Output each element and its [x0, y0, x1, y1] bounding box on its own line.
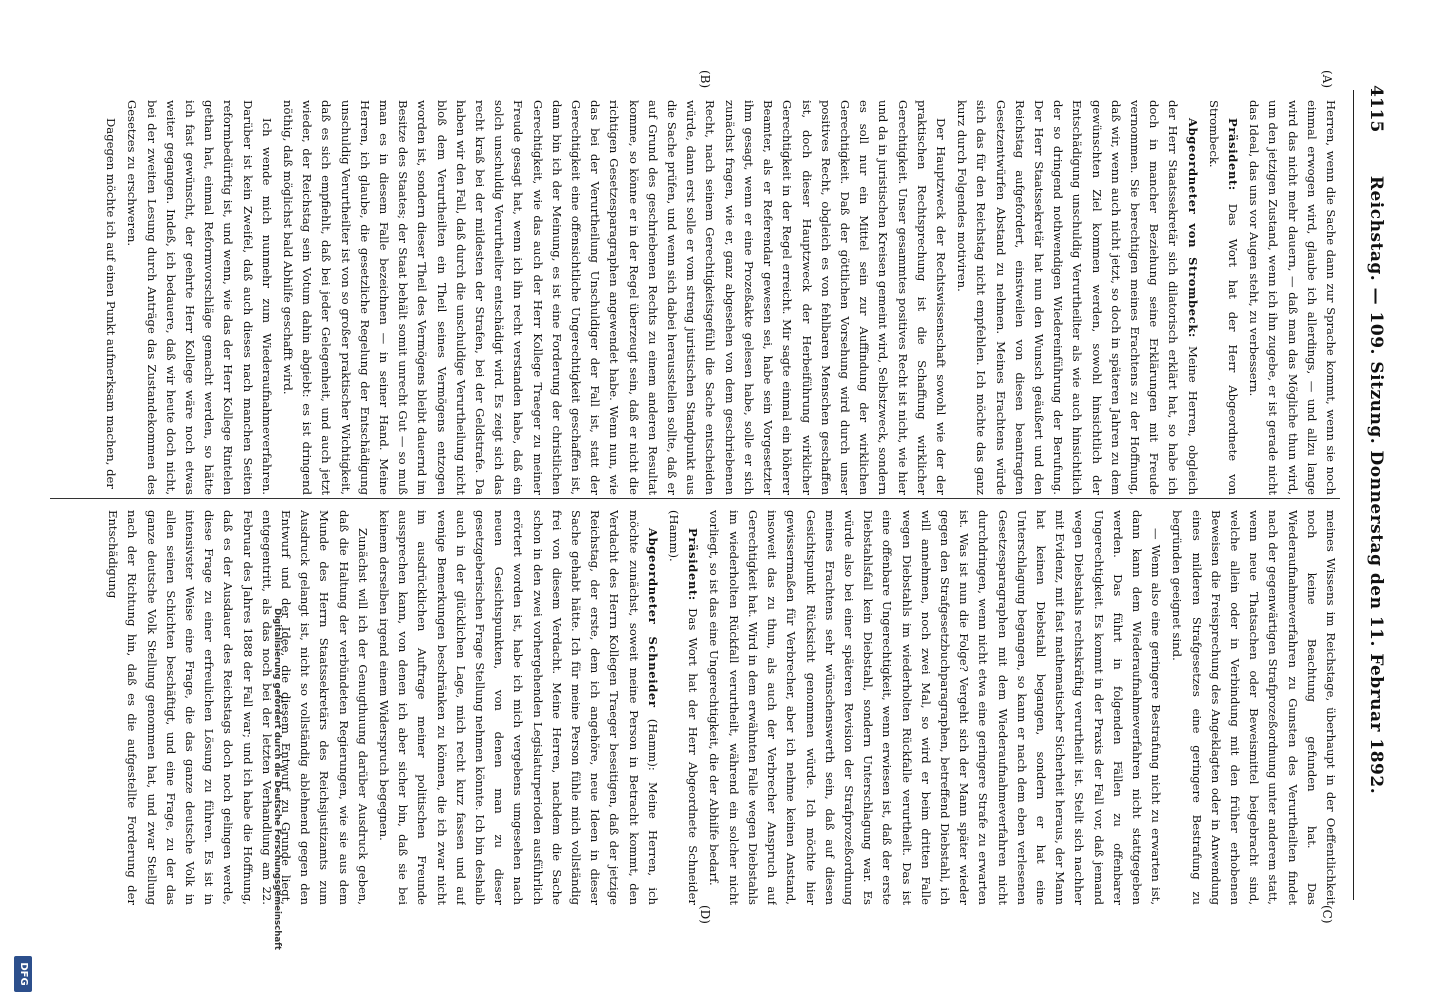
paragraph [952, 100, 1202, 495]
speaker-label: Präsident: [1225, 118, 1240, 191]
margin-letter-d: (D) [698, 905, 712, 924]
paragraph: meines Wissens im Reichstage, überhaupt in der Oeffentlichkeit noch keine Beachtung gefunden hat. Das Wiederaufnahmeverfahren zu Gunsten des Verurtheilten findet nach der gegenwärtigen Strafprozeßordnung unter anderem statt, wenn neue Thatsachen oder Beweismittel beigebracht sind, welche allein oder in Verbindung mit den früher erhobenen Beweisen die Freisprechung des Angeklagten oder in Anwendung eines milderen Strafgesetzes eine geringere Bestrafung zu begründen geeignet sind. [1170, 510, 1338, 905]
margin-letter-b: (B) [698, 70, 712, 89]
paragraph-text: Das Wort hat der Herr Abgeordnete von Strombeck. [1206, 100, 1240, 495]
paragraph [1204, 100, 1242, 495]
page-title: Reichstag. — 109. Sitzung. Donnerstag den 11. Februar 1892. [1366, 175, 1386, 795]
paragraph-text: (Hamm): Meine Herren, ich möchte zunächst, soweit meine Person in Betracht kommt, den Verdacht des Herrn Kollegen Traeger beseitigen, daß der jetzige Reichstag, der erste, dem ich angehöre, neue Ideen in dieser Sache gehabt hätte. Ich für meine Person fühle mich vollständig frei von diesem Verdacht. Meine Herren, nachdem die Sache schon in den zwei vorhergehenden Legislaturperioden ausführlich erörtert worden ist, habe ich mich vergebens umgesehen nach neuen Gesichtspunkten, von denen man zu dieser gesetzgeberischen Frage Stellung nehmen könnte. Ich bin deshalb auch in der glücklichen Lage, mich recht kurz fassen und auf wenige Bemerkungen beschränken zu können, die ich zwar nicht im ausdrücklichen Auftrage meiner politischen Freunde aussprechen kann, von denen ich aber sicher bin, daß sie bei keinem derselben irgend einem Widerspruch begegnen. [377, 510, 660, 905]
paragraph-text: Das Wort hat der Herr Abgeordnete Schneider (Hamm). [667, 510, 701, 905]
header-rule [1353, 90, 1354, 900]
column-divider [50, 498, 1340, 499]
digitization-note: Digitalisierung gefördert durch die Deutsche Forschungsgemeinschaft [272, 608, 282, 950]
margin-letter-c: (C) [1320, 905, 1334, 924]
margin-letter-a: (A) [1320, 70, 1334, 89]
dfg-logo: DFG [14, 956, 32, 992]
paragraph: Der Hauptzweck der Rechtswissenschaft sowohl wie der der praktischen Rechtsprechung ist die Schaffung wirklicher Gerechtigkeit. Unser gesammtes positives Recht ist nicht, wie hier und da in juristischen Kreisen gemeint wird, Selbstzweck, sondern es soll nur ein Mittel sein zur Auffindung der wirklichen Gerechtigkeit. Daß der göttlichen Vorsehung wird durch unser positives Recht, obgleich es von fehlbaren Menschen geschaffen ist, doch dieser Hauptzweck der Herbeiführung wirklicher Gerechtigkeit in der Regel erreicht. Mir sagte einmal ein höherer Beamter, als er Referendar gewesen sei, habe sein Vorgesetzter ihm gesagt, wenn er eine Prozeßakte gelesen habe, solle er sich zunächst fragen, wie er, ganz abgesehen von dem geschriebenen Recht, nach seinem Gerechtigkeitsgefühl die Sache entscheiden würde, dann erst solle er vom streng juristischen Standpunkt aus die Sache prüfen, und wenn sich dabei herausstellen sollte, daß er auf Grund des geschriebenen Rechts zu einem anderen Resultat komme, so könne er in der Regel überzeugt sein, daß er nicht die richtigen Gesetzesparagraphen angewendet habe. Wenn nun, wie das bei der Verurtheilung Unschuldiger der Fall ist, statt der Gerechtigkeit eine offensichtliche Ungerechtigkeit geschaffen ist, dann bin ich der Meinung, es ist eine Forderung der christlichen Gerechtigkeit, wie das auch der Herr Kollege Traeger zu meiner Freude gesagt hat, wenn ich ihn recht verstanden habe, daß ein solch unschuldig Verurtheilter entschädigt wird. Es zeigt sich das recht kraß bei der mildesten der Strafen, bei der Geldstrafe. Da haben wir den Fall, daß durch die unschuldige Verurtheilung nicht bloß dem Verurtheilten ein Theil seines Vermögens entzogen worden ist, sondern dieser Theil des Vermögens bleibt dauernd im Besitze des Staates; der Staat behält somit unrecht Gut — so muß man es in diesem Falle bezeichnen — in seiner Hand. Meine Herren, ich glaube, die gesetzliche Regelung der Entschädigung unschuldig Verurtheilter ist von so großer praktischer Wichtigkeit, daß es sich empfiehlt, daß bei jeder Gelegenheit, und auch jetzt wieder, der Reichstag sein Votum dahin abgiebt: es ist dringend nöthig, daß möglichst bald Abhilfe geschafft wird. [281, 100, 948, 495]
speaker-label: Abgeordneter von Strombeck: [1185, 118, 1200, 338]
paragraph: Herren, wenn die Sache dann zur Sprache kommt, wenn sie noch einmal erwogen wird, glaube ich allerdings, — und allzu lange wird das nicht mehr dauern, — daß man das Mögliche thun wird, um den jetzigen Zustand, wenn ich ihn zugebe, er ist gerade nicht das Ideal, das uns vor Augen steht, zu verbessern. [1247, 100, 1338, 495]
paragraph: Ich wende mich nunmehr zum Wiederaufnahmeverfahren. Darüber ist kein Zweifel, daß auch dieses nach manchen Seiten reformbedürftig ist, und wenn, wie das der Herr Kollege Rintelen gethan hat, einmal Reformvorschläge gemacht werden, so hätte ich fast gewünscht, der geehrte Herr Kollege wäre noch etwas weiter gegangen. Indeß, ich bedauere, daß wir heute doch nicht, bei der zweiten Lesung durch Anträge das Zustandekommen des Gesetzes zu erschweren. [125, 100, 274, 495]
speaker-label: Präsident: [686, 528, 701, 601]
right-column [50, 510, 1340, 905]
paragraph [374, 510, 662, 905]
speaker-label: Abgeordneter Schneider [645, 528, 660, 708]
paragraph: Zunächst will ich der Genugthuung darüber Ausdruck geben, daß die Haltung der verbündeten Regierungen, wie sie aus dem Munde des Herrn Staatssekretärs des Reichsjustizamts zum Ausdruck gelangt ist, nicht so vollständig ablehnend gegen den Entwurf und der Idee, die diesem Entwurf zu Grunde liegt, entgegentritt, als das noch bei der letzten Verhandlung am 22. Februar des Jahres 1888 der Fall war; und ich habe die Hoffnung, daß es der Ausdauer des Reichstags doch noch gelingen werde, diese Frage zu einer erfreulichen Lösung zu führen. Es ist in intensivster Weise eine Frage, die das ganze deutsche Volk in allen seinen Schichten beschäftigt, und eine Frage, zu der das ganze deutsche Volk Stellung genommen hat, und zwar Stellung nach der Richtung hin, daß es die aufgestellte Forderung der Entschädigung [106, 510, 370, 905]
paragraph: Dagegen möchte ich auf einen Punkt aufmerksam machen, der [104, 118, 119, 489]
paragraph [664, 510, 702, 905]
page-header [1358, 85, 1392, 885]
left-column [50, 100, 1340, 495]
paragraph-text: Meine Herren, obgleich der Herr Staatssekretär sich dilatorisch erklärt hat, so habe ich doch in mancher Beziehung seine Erklärungen mit Freude vernommen. Sie berechtigen meines Erachtens zu der Hoffnung, daß wir, wenn auch nicht jetzt, so doch in späteren Jahren zu dem gewünschten Ziel kommen werden, sowohl hinsichtlich der Entschädigung unschuldig Verurtheilter als wie auch hinsichtlich der so dringend nothwendigen Wiedereinführung der Berufung. Der Herr Staatssekretär hat nun den Wunsch geäußert und den Reichstag aufgefordert, einstweilen von diesen beantragten Gesetzentwürfen Abstand zu nehmen. Meines Erachtens würde sich das für den Reichstag nicht empfehlen. Ich möchte das ganz kurz durch Folgendes motiviren. [955, 100, 1200, 495]
page-number: 4115 [1366, 85, 1386, 133]
paragraph: — Wenn also eine geringere Bestrafung nicht zu erwarten ist, dann kann dem Wiederaufnahmeverfahren nicht stattgegeben werden. Das führt in folgenden Fällen zu offenbarer Ungerechtigkeit. Es kommt in der Praxis der Fall vor, daß jemand wegen Diebstahls rechtskräftig verurtheilt ist. Stellt sich nachher mit Evidenz, mit fast mathematischer Sicherheit heraus, der Mann hat keinen Diebstahl begangen, sondern er hat eine Unterschlagung begangen, so kann er nach dem eben verlesenen Gesetzesparagraphen mit dem Wiederaufnahmeverfahren nicht durchdringen, wenn nicht etwa eine geringere Strafe zu erwarten ist. Was ist nun die Folge? Vergeht sich der Mann später wieder gegen den Strafgesetzbuchparagraphen, betreffend Diebstahl, ich will annehmen, noch zwei Mal, so wird er beim dritten Falle wegen Diebstahls im wiederholten Rückfalle verurtheilt. Das ist eine offenbare Ungerechtigkeit, wenn erwiesen ist, daß der erste Diebstahlsfall kein Diebstahl, sondern Unterschlagung war. Es würde also bei einer späteren Revision der Strafprozeßordnung meines Erachtens sehr wünschenswerth sein, daß auf diesen Gesichtspunkt Rücksicht genommen würde. Ich möchte hier gewissermaßen für Verbrecher, aber ich nehme keinen Anstand, insoweit das zu thun, als auch der Verbrecher Anspruch auf Gerechtigkeit hat. Wird in dem erwähnten Falle wegen Diebstahls im wiederholten Rückfall verurtheilt, während ein solcher nicht vorliegt, so ist das eine Ungerechtigkeit, die der Abhilfe bedarf. [707, 510, 1164, 905]
